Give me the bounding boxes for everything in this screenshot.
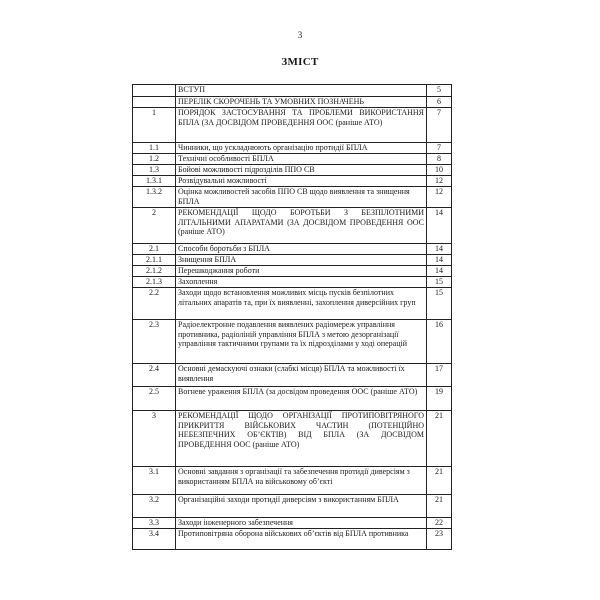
toc-section-title: ПЕРЕЛІК СКОРОЧЕНЬ ТА УМОВНИХ ПОЗНАЧЕНЬ (176, 97, 427, 108)
toc-row (133, 277, 452, 288)
toc-page-number: 17 (427, 364, 452, 387)
toc-section-title: ВСТУП (176, 85, 427, 97)
toc-section-number: 2.5 (133, 387, 176, 411)
toc-row (133, 387, 452, 411)
toc-row (133, 85, 452, 97)
toc-row (133, 143, 452, 154)
toc-section-title: Знищення БПЛА (176, 255, 427, 266)
page-title: ЗМІСТ (281, 56, 319, 68)
toc-section-number: 2.1.3 (133, 277, 176, 288)
toc-row (133, 97, 452, 108)
toc-section-number: 2.4 (133, 364, 176, 387)
toc-page-number: 5 (427, 85, 452, 97)
toc-section-number: 2.2 (133, 288, 176, 320)
toc-section-title: Розвідувальні можливості (176, 176, 427, 187)
toc-page-number: 21 (427, 411, 452, 467)
toc-section-number: 2.1 (133, 244, 176, 255)
toc-body (133, 85, 452, 550)
toc-row (133, 176, 452, 187)
toc-page-number: 6 (427, 97, 452, 108)
toc-section-number: 3 (133, 411, 176, 467)
toc-row (133, 320, 452, 364)
toc-page-number: 8 (427, 154, 452, 165)
page-number: 3 (297, 30, 303, 40)
toc-section-number: 1.3.1 (133, 176, 176, 187)
toc-section-number: 1.3.2 (133, 187, 176, 208)
toc-section-number: 1.2 (133, 154, 176, 165)
toc-section-title: Протиповітряна оборона військових об’єктів від БПЛА противника (176, 529, 427, 550)
toc-section-title: Організаційні заходи протидії диверсіям з використанням БПЛА (176, 495, 427, 518)
toc-page-number: 16 (427, 320, 452, 364)
toc-section-title: ПОРЯДОК ЗАСТОСУВАННЯ ТА ПРОБЛЕМИ ВИКОРИСТАННЯ БПЛА (ЗА ДОСВІДОМ ПРОВЕДЕННЯ ООС (раніше АТО) (176, 108, 427, 143)
toc-row (133, 495, 452, 518)
toc-section-number: 3.3 (133, 518, 176, 529)
toc-section-number: 2.3 (133, 320, 176, 364)
toc-section-title: Основні демаскуючі ознаки (слабкі місця) БПЛА та можливості їх виявлення (176, 364, 427, 387)
toc-section-title: Чинники, що ускладнюють організацію протидії БПЛА (176, 143, 427, 154)
toc-section-number (133, 97, 176, 108)
toc-page-number: 12 (427, 176, 452, 187)
toc-section-number: 3.4 (133, 529, 176, 550)
toc-row (133, 255, 452, 266)
toc-row (133, 244, 452, 255)
toc-page-number: 15 (427, 277, 452, 288)
toc-section-title: РЕКОМЕНДАЦІЇ ЩОДО ОРГАНІЗАЦІЇ ПРОТИПОВІТРЯНОГО ПРИКРИТТЯ ВІЙСЬКОВИХ ЧАСТИН (ПОТЕНЦІЙНО НЕБЕЗПЕЧНИХ ОБ’ЄКТІВ) ВІД БПЛА (ЗА ДОСВІДОМ ПРОВЕДЕННЯ ООС (раніше АТО) (176, 411, 427, 467)
toc-section-title: Захоплення (176, 277, 427, 288)
table-of-contents (132, 84, 452, 550)
toc-page-number: 10 (427, 165, 452, 176)
toc-page-number: 19 (427, 387, 452, 411)
toc-section-title: Оцінка можливостей засобів ППО СВ щодо виявлення та знищення БПЛА (176, 187, 427, 208)
toc-row (133, 364, 452, 387)
toc-row (133, 518, 452, 529)
toc-section-number: 2.1.1 (133, 255, 176, 266)
toc-page-number: 21 (427, 495, 452, 518)
toc-section-number (133, 85, 176, 97)
toc-section-number: 2.1.2 (133, 266, 176, 277)
toc-page-number: 15 (427, 288, 452, 320)
toc-row (133, 108, 452, 143)
toc-section-title: Радіоелектронне подавлення виявлених радіомереж управління противника, радіоліній управління БПЛА з метою дезорганізації управління тактичними групами та їх підрозділами у ході операцій (176, 320, 427, 364)
toc-row (133, 529, 452, 550)
toc-section-title: Заходи інженерного забезпечення (176, 518, 427, 529)
toc-page-number: 14 (427, 208, 452, 244)
toc-row (133, 208, 452, 244)
toc-page-number: 14 (427, 266, 452, 277)
toc-section-title: Бойові можливості підрозділів ППО СВ (176, 165, 427, 176)
toc-page-number: 14 (427, 244, 452, 255)
toc-page-number: 7 (427, 108, 452, 143)
toc-section-title: Способи боротьби з БПЛА (176, 244, 427, 255)
toc-section-title: Основні завдання з організації та забезпечення протидії диверсіям з використанням БПЛА на військовому об’єкті (176, 467, 427, 495)
toc-row (133, 154, 452, 165)
toc-section-title: Заходи щодо встановлення можливих місць пусків безпілотних літальних апаратів та, при їх виявленні, захоплення диверсійних груп (176, 288, 427, 320)
toc-row (133, 288, 452, 320)
toc-page-number: 23 (427, 529, 452, 550)
toc-page-number: 12 (427, 187, 452, 208)
toc-row (133, 187, 452, 208)
toc-page-number: 7 (427, 143, 452, 154)
toc-row (133, 165, 452, 176)
toc-section-title: Технічні особливості БПЛА (176, 154, 427, 165)
toc-section-number: 1.3 (133, 165, 176, 176)
toc-row (133, 467, 452, 495)
toc-page-number: 22 (427, 518, 452, 529)
toc-row (133, 411, 452, 467)
toc-section-number: 1 (133, 108, 176, 143)
toc-section-title: РЕКОМЕНДАЦІЇ ЩОДО БОРОТЬБИ З БЕЗПІЛОТНИМИ ЛІТАЛЬНИМИ АПАРАТАМИ (ЗА ДОСВІДОМ ПРОВЕДЕННЯ ООС (раніше АТО) (176, 208, 427, 244)
toc-section-number: 3.2 (133, 495, 176, 518)
toc-section-title: Перешкоджання роботи (176, 266, 427, 277)
toc-section-number: 1.1 (133, 143, 176, 154)
toc-page-number: 14 (427, 255, 452, 266)
toc-row (133, 266, 452, 277)
toc-section-number: 3.1 (133, 467, 176, 495)
toc-section-number: 2 (133, 208, 176, 244)
toc-section-title: Вогневе ураження БПЛА (за досвідом проведення ООС (раніше АТО) (176, 387, 427, 411)
toc-page-number: 21 (427, 467, 452, 495)
